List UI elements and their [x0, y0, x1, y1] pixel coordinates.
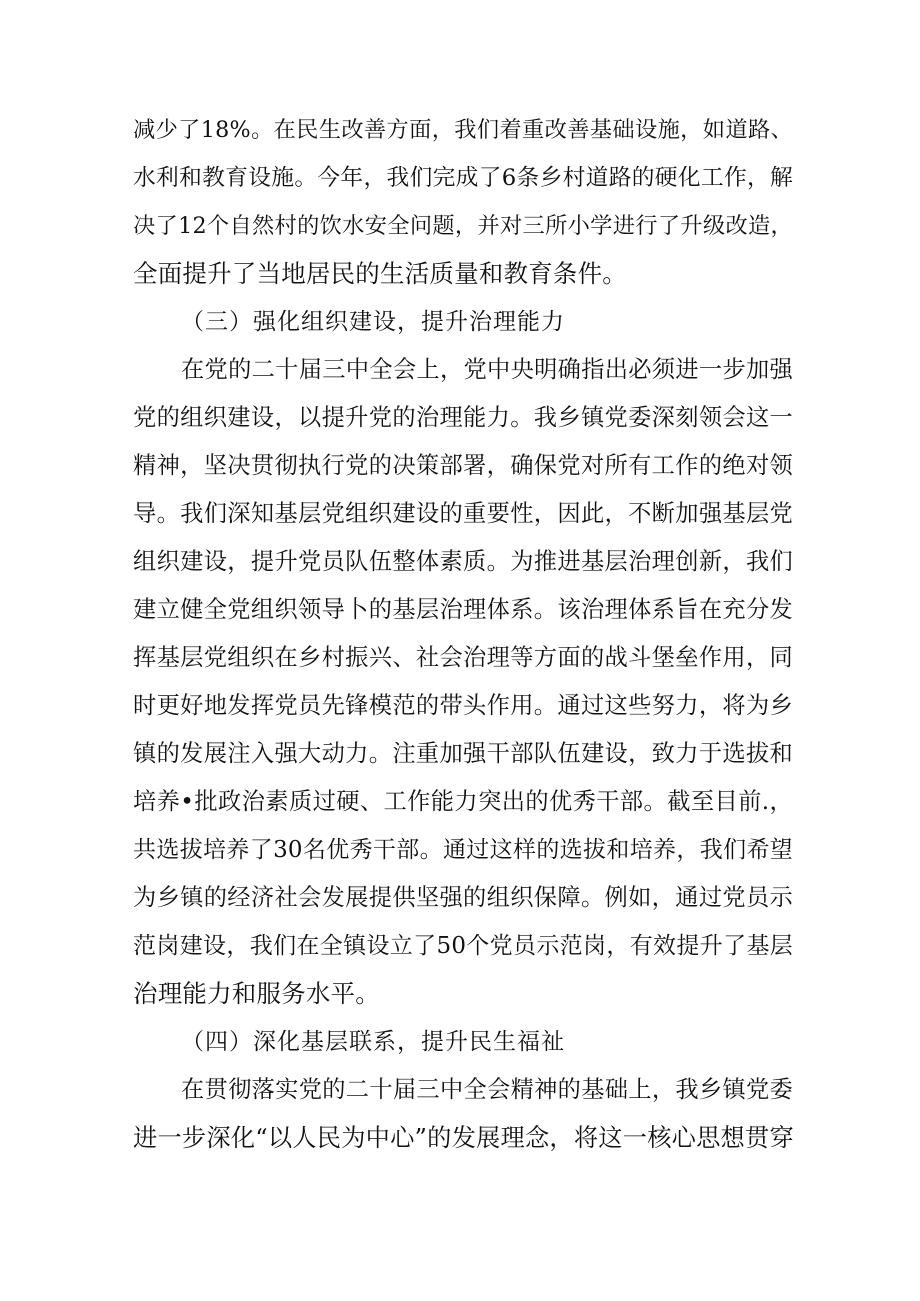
- paragraph-line: 时更好地发挥党员先锋模范的带头作用。通过这些努力，将为乡: [133, 692, 793, 719]
- paragraph-line: 范岗建设，我们在全镇设立了50个党员示范岗，有效提升了基层: [133, 933, 793, 959]
- paragraph-line: 镇的发展注入强大动力。注重加强干部队伍建设，致力于选拔和: [133, 740, 793, 767]
- paragraph-line: 挥基层党组织在乡村振兴、社会治理等方面的战斗堡垒作用，同: [133, 644, 793, 671]
- paragraph-line: 在贯彻落实党的二十届三中全会精神的基础上，我乡镇党委: [181, 1076, 793, 1103]
- paragraph-line: 全面提升了当地居民的生活质量和教育条件。: [133, 259, 627, 288]
- paragraph-line: 组织建设，提升党员队伍整体素质。为推进基层治理创新，我们: [133, 548, 793, 575]
- paragraph-line: 减少了18%。在民生改善方面，我们着重改善基础设施，如道路、: [133, 117, 793, 143]
- paragraph-line: 建立健全党组织领导卜的基层治理体系。该治理体系旨在充分发: [133, 596, 793, 623]
- paragraph-line: 水利和教育设施。今年，我们完成了6条乡村道路的硬化工作，解: [133, 165, 793, 191]
- section-heading: （三）强化组织建设，提升治理能力: [181, 309, 565, 335]
- paragraph-line: 精神，坚决贯彻执行党的决策部署，确保党对所有工作的绝对领: [133, 452, 793, 479]
- paragraph-line: 在党的二十届三中全会上，党中央明确指出必须进一步加强: [181, 356, 793, 383]
- paragraph-line: 为乡镇的经济社会发展提供坚强的组织保障。例如，通过党员示: [133, 884, 793, 911]
- paragraph-line: 共选拔培养了30名优秀干部。通过这样的选拔和培养，我们希望: [133, 837, 793, 863]
- paragraph-line: 进一步深化“以人民为中心”的发展理念，将这一核心思想贯穿: [133, 1123, 794, 1152]
- paragraph-line: 导。我们深知基层党组织建设的重要性，因此，不断加强基层党: [133, 500, 793, 527]
- section-heading: （四）深化基层联系，提升民生福祉: [181, 1029, 565, 1055]
- paragraph-line: 培养•批政治素质过硬、工作能力突出的优秀干部。截至目前.，: [133, 788, 793, 815]
- paragraph-line: 治理能力和服务水平。: [133, 979, 380, 1008]
- paragraph-line: 决了12个自然村的饮水安全问题，并对三所小学进行了升级改造，: [133, 213, 793, 239]
- paragraph-line: 党的组织建设，以提升党的治理能力。我乡镇党委深刻领会这一: [133, 404, 793, 431]
